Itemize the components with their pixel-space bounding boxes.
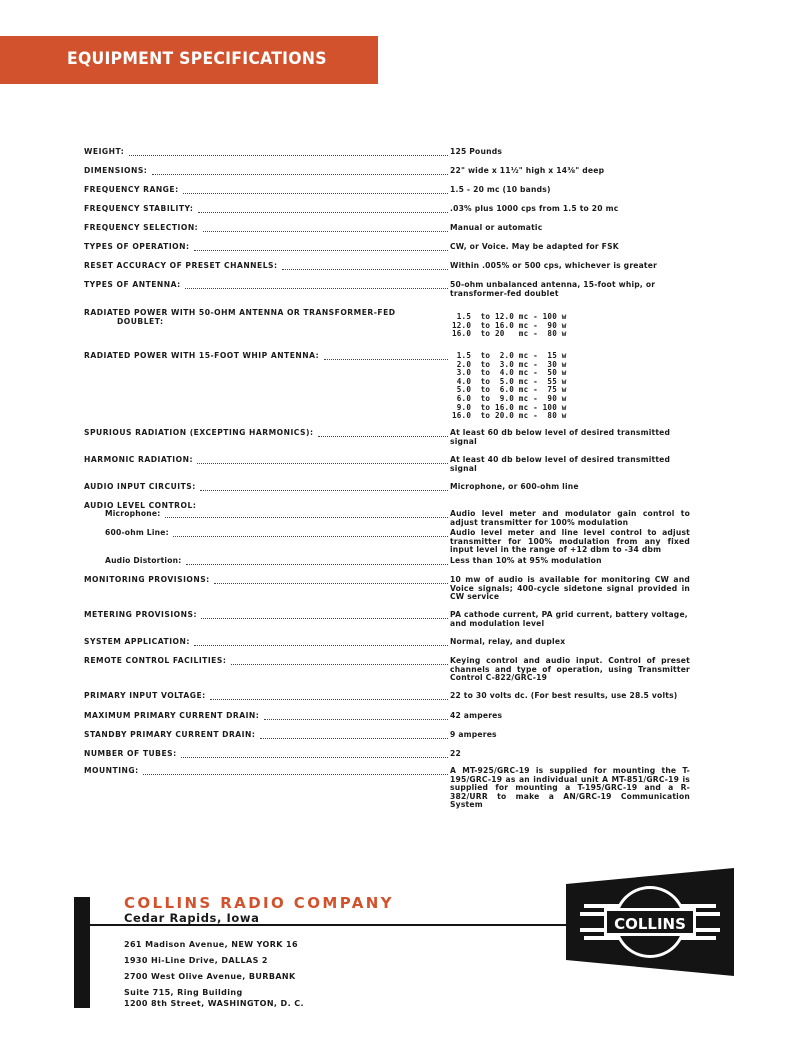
spec-label	[84, 483, 196, 492]
footer-bar	[74, 897, 90, 1008]
spec-label-text: METERING PROVISIONS:	[84, 610, 197, 619]
company-city: Cedar Rapids, Iowa	[124, 911, 260, 925]
collins-logo	[566, 868, 734, 976]
spec-label	[105, 510, 160, 519]
spec-label	[84, 692, 206, 701]
spec-label-text: 600-ohm Line:	[105, 528, 169, 537]
spec-value: At least 60 db below level of desired transmitted signal	[450, 428, 671, 446]
page-title: EQUIPMENT SPECIFICATIONS	[67, 49, 327, 69]
spec-value: Less than 10% at 95% modulation	[450, 556, 602, 565]
address-new-york: 261 Madison Avenue, NEW YORK 16	[124, 940, 298, 949]
spec-label	[84, 186, 179, 195]
spec-label	[105, 529, 169, 538]
spec-value: 1.5 - 20 mc (10 bands)	[450, 185, 551, 194]
spec-label-text: Microphone:	[105, 509, 161, 518]
spec-label	[84, 205, 193, 214]
leader-dots	[198, 212, 448, 213]
leader-dots	[186, 564, 448, 565]
spec-label-text: WEIGHT:	[84, 147, 125, 156]
spec-label	[84, 767, 139, 776]
leader-dots	[194, 250, 448, 251]
leader-dots	[231, 664, 448, 665]
company-name: COLLINS RADIO COMPANY	[124, 894, 394, 912]
leader-dots	[318, 436, 448, 437]
spec-value: PA cathode current, PA grid current, battery voltage, and modulation level	[450, 610, 688, 628]
leader-dots	[129, 155, 448, 156]
leader-dots	[200, 490, 448, 491]
spec-value: Within .005% or 500 cps, whichever is greater	[450, 261, 658, 270]
spec-label	[84, 429, 313, 438]
spec-label	[84, 576, 210, 585]
leader-dots	[214, 583, 448, 584]
spec-value: 50-ohm unbalanced antenna, 15-foot whip, or transformer-fed doublet	[450, 280, 656, 298]
spec-label	[84, 731, 255, 740]
spec-label	[84, 262, 278, 271]
spec-label-text: TYPES OF OPERATION:	[84, 242, 190, 251]
address-burbank: 2700 West Olive Avenue, BURBANK	[124, 972, 296, 981]
spec-value: Manual or automatic	[450, 223, 543, 232]
spec-value: 9 amperes	[450, 730, 497, 739]
spec-label-text: MAXIMUM PRIMARY CURRENT DRAIN:	[84, 711, 260, 720]
leader-dots	[152, 174, 448, 175]
spec-value: Keying control and audio input. Control of preset channels and type of operation, using Transmitter Control C-822/GRC-19	[450, 656, 690, 683]
address-washington-line1: Suite 715, Ring Building	[124, 988, 243, 997]
spec-label-text: FREQUENCY RANGE:	[84, 185, 179, 194]
spec-value: Audio level meter and modulator gain control to adjust transmitter for 100% modulation	[450, 509, 690, 527]
leader-dots	[210, 699, 448, 700]
spec-label	[84, 456, 193, 465]
spec-value: CW, or Voice. May be adapted for FSK	[450, 242, 619, 251]
spec-label-text: RESET ACCURACY OF PRESET CHANNELS:	[84, 261, 278, 270]
leader-dots	[194, 645, 448, 646]
leader-dots	[203, 231, 448, 232]
leader-dots	[201, 618, 448, 619]
spec-value: 125 Pounds	[450, 147, 503, 156]
spec-label	[84, 224, 198, 233]
spec-value: 1.5 to 2.0 mc - 15 w 2.0 to 3.0 mc - 30 w 3.0 to 4.0 mc - 50 w 4.0 to 5.0 mc - 55 w 5.0 to 6.0 mc - 75 w 6.0 to 9.0 mc - 90 w 9.0 to 16.0 mc - 100 w 16.0 to 20.0 mc - 80 w	[452, 351, 567, 421]
leader-dots	[173, 536, 448, 537]
spec-label-text: MOUNTING:	[84, 766, 139, 775]
spec-label-text: HARMONIC RADIATION:	[84, 455, 193, 464]
leader-dots	[264, 719, 448, 720]
svg-text:COLLINS: COLLINS	[614, 915, 686, 933]
spec-label	[84, 638, 190, 647]
leader-dots	[183, 193, 448, 194]
spec-label	[105, 557, 182, 566]
spec-label	[84, 352, 319, 361]
spec-value: Microphone, or 600-ohm line	[450, 482, 579, 491]
spec-label-text: RADIATED POWER WITH 15-FOOT WHIP ANTENNA:	[84, 351, 320, 360]
spec-value: Normal, relay, and duplex	[450, 637, 566, 646]
leader-dots	[181, 757, 448, 758]
spec-label	[84, 243, 190, 252]
spec-label-text: MONITORING PROVISIONS:	[84, 575, 210, 584]
spec-label-text-continued: DOUBLET:	[117, 316, 164, 326]
spec-label-text: NUMBER OF TUBES:	[84, 749, 177, 758]
spec-label	[84, 281, 181, 290]
spec-value: 42 amperes	[450, 711, 503, 720]
spec-value: 10 mw of audio is available for monitoring CW and Voice signals; 400-cycle sidetone signal provided in CW service	[450, 575, 690, 602]
spec-label-text: TYPES OF ANTENNA:	[84, 280, 181, 289]
spec-value: Audio level meter and line level control to adjust transmitter for 100% modulation from any fixed input level in the range of +12 dbm to -34 dbm	[450, 528, 690, 555]
spec-label-text: FREQUENCY STABILITY:	[84, 204, 194, 213]
leader-dots	[185, 288, 448, 289]
spec-value: 22" wide x 11½" high x 14⅜" deep	[450, 166, 605, 175]
spec-label-text: DIMENSIONS:	[84, 166, 148, 175]
spec-value: 22	[450, 749, 461, 758]
spec-label-text: FREQUENCY SELECTION:	[84, 223, 199, 232]
spec-label	[84, 148, 124, 157]
spec-value: .03% plus 1000 cps from 1.5 to 20 mc	[450, 204, 619, 213]
spec-value: A MT-925/GRC-19 is supplied for mounting the T-195/GRC-19 as an individual unit A MT-851/GRC-19 is supplied for mounting a T-195/GRC-19 and a R-382/URR to make a AN/GRC-19 Communication System	[450, 766, 690, 810]
leader-dots	[260, 738, 448, 739]
spec-label-text: AUDIO INPUT CIRCUITS:	[84, 482, 196, 491]
spec-label-text: AUDIO LEVEL CONTROL:	[84, 501, 197, 510]
spec-label-text: PRIMARY INPUT VOLTAGE:	[84, 691, 206, 700]
spec-label	[84, 657, 226, 666]
spec-label	[84, 611, 197, 620]
spec-value: 22 to 30 volts dc. (For best results, use 28.5 volts)	[450, 691, 678, 700]
spec-label	[84, 309, 396, 326]
leader-dots	[324, 359, 448, 360]
spec-value: 1.5 to 12.0 mc - 100 w 12.0 to 16.0 mc - 90 w 16.0 to 20 mc - 80 w	[452, 312, 567, 339]
address-washington-line2: 1200 8th Street, WASHINGTON, D. C.	[124, 999, 304, 1008]
spec-value: At least 40 db below level of desired transmitted signal	[450, 455, 671, 473]
spec-label-text: SYSTEM APPLICATION:	[84, 637, 190, 646]
leader-dots	[143, 774, 448, 775]
header-banner	[0, 36, 378, 84]
leader-dots	[282, 269, 448, 270]
leader-dots	[165, 517, 448, 518]
spec-label	[84, 167, 147, 176]
spec-label-text: SPURIOUS RADIATION (EXCEPTING HARMONICS):	[84, 428, 314, 437]
spec-label	[84, 712, 259, 721]
spec-label-text: RADIATED POWER WITH 50-OHM ANTENNA OR TRANSFORMER-FED	[84, 308, 396, 317]
address-dallas: 1930 Hi-Line Drive, DALLAS 2	[124, 956, 268, 965]
leader-dots	[197, 463, 448, 464]
spec-label-text: STANDBY PRIMARY CURRENT DRAIN:	[84, 730, 256, 739]
spec-label	[84, 750, 177, 759]
spec-label-text: Audio Distortion:	[105, 556, 182, 565]
spec-label-text: REMOTE CONTROL FACILITIES:	[84, 656, 227, 665]
